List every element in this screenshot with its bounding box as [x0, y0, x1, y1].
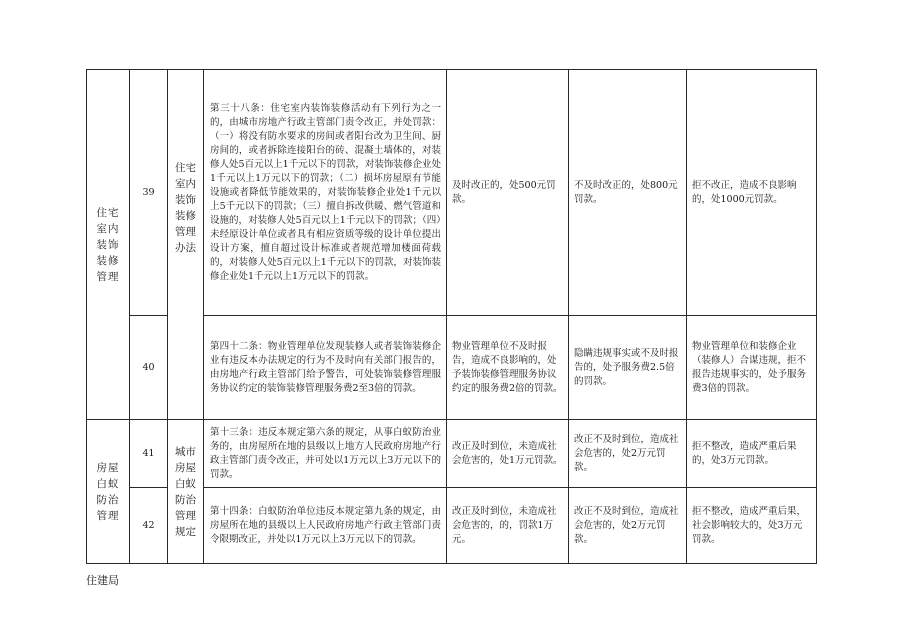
light-penalty: 及时改正的，处500元罚款。 [447, 70, 569, 316]
row-number: 42 [130, 488, 168, 564]
category-cell [87, 70, 130, 420]
law-name: 住宅室内装饰装修管理办法 [175, 162, 196, 254]
category-label: 住宅室内装饰装修管理 [96, 206, 120, 283]
light-penalty: 物业管理单位不及时报告，造成不良影响的，处予装饰装修管理服务协议约定的服务费2倍的罚款。 [447, 316, 569, 420]
table-row [87, 420, 817, 488]
row-number: 40 [130, 316, 168, 420]
provision-text: 第十三条：违反本规定第六条的规定，从事白蚁防治业务的，由房屋所在地的县级以上地方人民政府房地产行政主管部门责令改正，并可处以1万元以上3万元以下的罚款。 [204, 420, 447, 488]
severe-penalty: 拒不整改，造成严重后果，社会影响较大的，处3万元罚款。 [687, 488, 817, 564]
law-cell [168, 420, 204, 564]
table-row [87, 70, 817, 316]
severe-penalty: 拒不整改，造成严重后果的，处3万元罚款。 [687, 420, 817, 488]
row-number: 39 [130, 70, 168, 316]
provision-text: 第四十二条：物业管理单位发现装修人或者装饰装修企业有违反本办法规定的行为不及时向有关部门报告的，由房地产行政主管部门给予警告，可处装饰装修管理服务协议约定的装饰装修管理服务费2至3倍的罚款。 [204, 316, 447, 420]
penalty-standards-table [86, 69, 817, 564]
medium-penalty: 隐瞒违规事实或不及时报告的，处予服务费2.5倍的罚款。 [569, 316, 687, 420]
light-penalty: 改正及时到位，未造成社会危害的，的，罚款1万元。 [447, 488, 569, 564]
medium-penalty: 改正不及时到位，造成社会危害的，处2万元罚款。 [569, 488, 687, 564]
provision-text: 第十四条：白蚁防治单位违反本规定第九条的规定，由房屋所在地的县级以上人民政府房地产行政主管部门责令限期改正，并处以1万元以上3万元以下的罚款。 [204, 488, 447, 564]
provision-text: 第三十八条：住宅室内装饰装修活动有下列行为之一的，由城市房地产行政主管部门责令改正，并处罚款：（一）将没有防水要求的房间或者阳台改为卫生间、厨房间的，或者拆除连接阳台的砖、混凝土墙体的，对装修人处5百元以上1千元以下的罚款，对装饰装修企业处1千元以上1万元以下的罚款；（二）损坏房屋原有节能设施或者降低节能效果的，对装饰装修企业处1千元以上5千元以下的罚款；（三）擅自拆改供暖、燃气管道和设施的，对装修人处5百元以上1千元以下的罚款；（四）未经原设计单位或者具有相应资质等级的设计单位提出设计方案，擅自超过设计标准或者规范增加楼面荷载的，对装修人处5百元以上1千元以下的罚款，对装饰装修企业处1千元以上1万元以下的罚款。 [204, 70, 447, 316]
row-number: 41 [130, 420, 168, 488]
law-name: 城市房屋白蚁防治管理规定 [175, 445, 196, 538]
light-penalty: 改正及时到位，未造成社会危害的，处1万元罚款。 [447, 420, 569, 488]
severe-penalty: 拒不改正，造成不良影响的，处1000元罚款。 [687, 70, 817, 316]
category-cell [87, 420, 130, 564]
law-cell [168, 70, 204, 420]
medium-penalty: 不及时改正的，处800元罚款。 [569, 70, 687, 316]
severe-penalty: 物业管理单位和装修企业（装修人）合谋违规，拒不报告违规事实的，处予服务费3倍的罚款。 [687, 316, 817, 420]
footer-department: 住建局 [86, 574, 119, 587]
medium-penalty: 改正不及时到位，造成社会危害的，处2万元罚款。 [569, 420, 687, 488]
category-label: 房屋白蚁防治管理 [96, 461, 120, 522]
